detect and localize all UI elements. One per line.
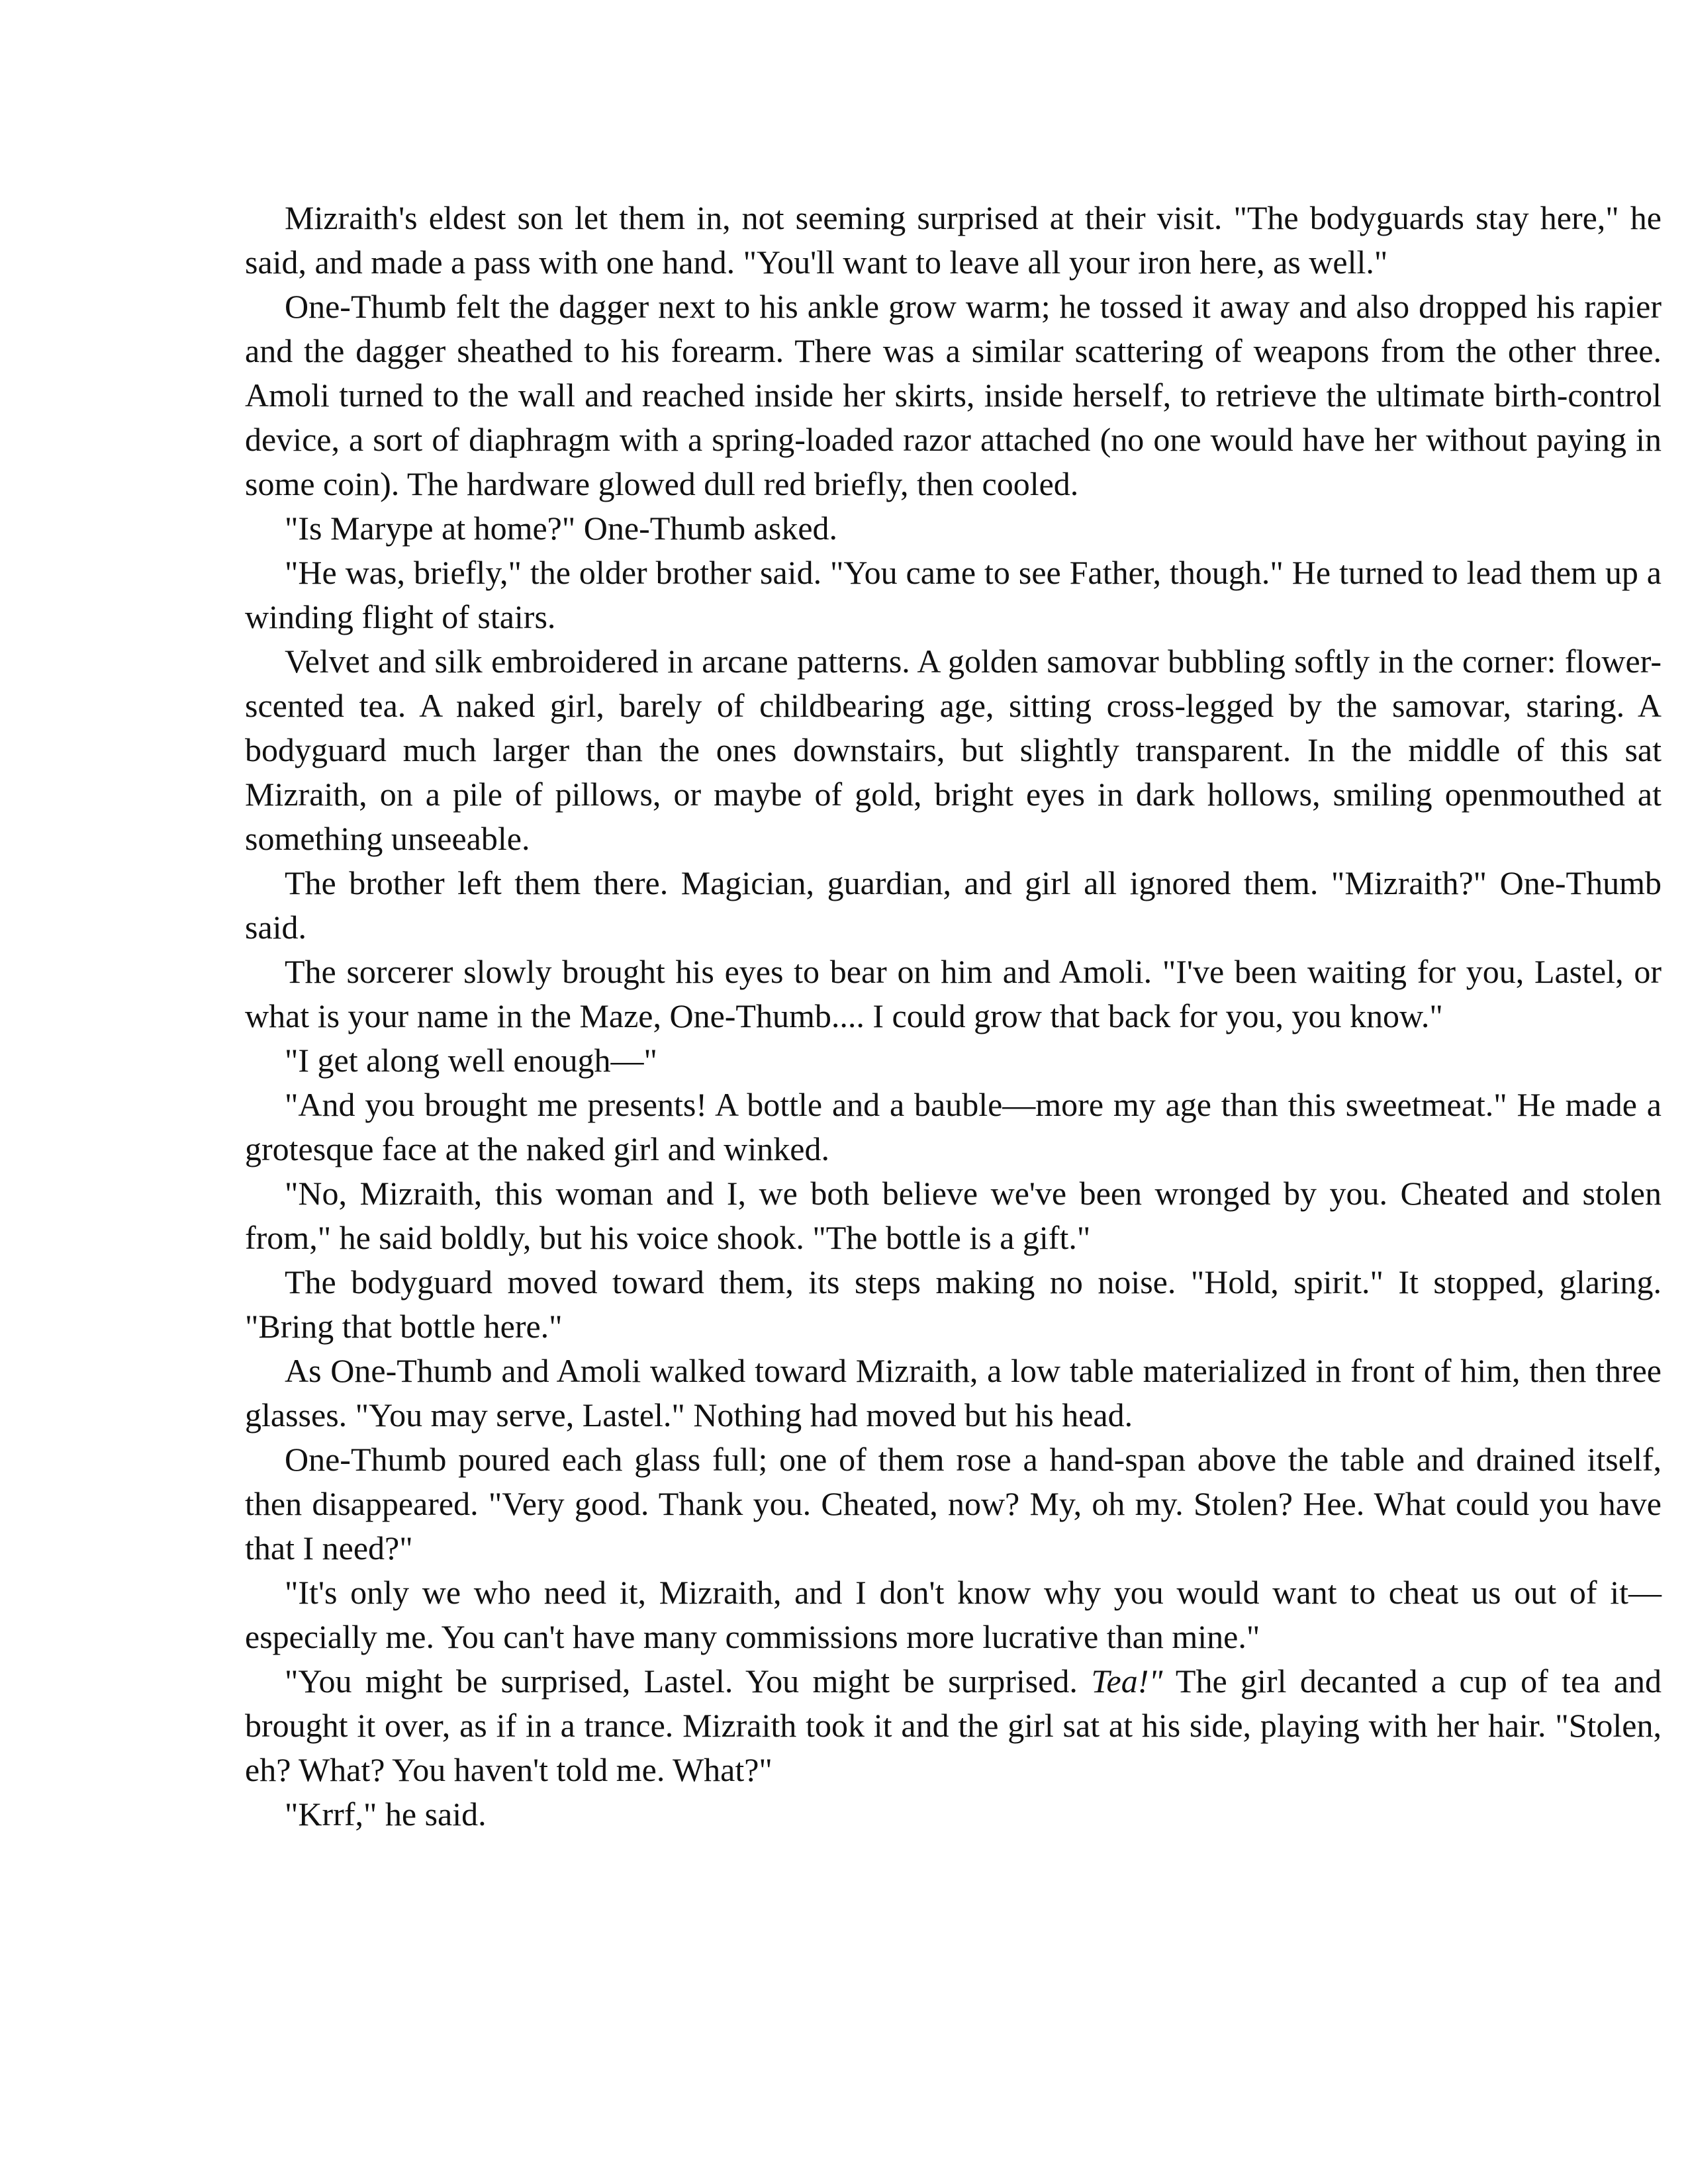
page-body (245, 196, 1662, 1837)
paragraph-text: "Krrf," he said. (285, 1796, 487, 1833)
paragraph-text: "Is Marype at home?" One-Thumb asked. (285, 510, 838, 547)
paragraph (245, 1260, 1662, 1349)
paragraph (245, 1171, 1662, 1260)
paragraph-text: "No, Mizraith, this woman and I, we both believe we've been wronged by you. Cheated and stolen from," he said boldly, but his voice shook. "The bottle is a gift." (245, 1175, 1662, 1256)
paragraph-text: "You might be surprised, Lastel. You might be surprised. (285, 1662, 1092, 1700)
paragraph (245, 1083, 1662, 1171)
paragraph (245, 861, 1662, 950)
paragraph (245, 1437, 1662, 1570)
paragraph-text: "It's only we who need it, Mizraith, and I don't know why you would want to cheat us out of it—especially me. You can't have many commissions more lucrative than mine." (245, 1574, 1662, 1655)
paragraph (245, 1570, 1662, 1659)
paragraph (245, 1659, 1662, 1792)
paragraph (245, 639, 1662, 861)
paragraph-text: One-Thumb poured each glass full; one of them rose a hand-span above the table and drained itself, then disappeared. "Very good. Thank you. Cheated, now? My, oh my. Stolen? Hee. What could you have that I need?" (245, 1441, 1662, 1567)
paragraph (245, 506, 1662, 551)
paragraph-text: The girl decanted a cup of tea and brought it over, as if in a trance. Mizraith took it and the girl sat at his side, playing with her hair. "Stolen, eh? What? You haven't told me. What?" (245, 1662, 1662, 1788)
paragraph-text: "He was, briefly," the older brother said. "You came to see Father, though." He turned to lead them up a winding flight of stairs. (245, 554, 1662, 635)
paragraph-text: "I get along well enough—" (285, 1042, 657, 1079)
paragraph-text: The sorcerer slowly brought his eyes to bear on him and Amoli. "I've been waiting for you, Lastel, or what is your name in the Maze, One-Thumb.... I could grow that back for you, you know." (245, 953, 1662, 1034)
paragraph (245, 1349, 1662, 1437)
paragraph-text: The bodyguard moved toward them, its steps making no noise. "Hold, spirit." It stopped, glaring. "Bring that bottle here." (245, 1263, 1662, 1345)
paragraph (245, 1792, 1662, 1837)
paragraph-text: Velvet and silk embroidered in arcane patterns. A golden samovar bubbling softly in the corner: flower-scented tea. A naked girl, barely of childbearing age, sitting cross-legged by the samovar, staring. A bodyguard much larger than the ones downstairs, but slightly transparent. In the middle of this sat Mizraith, on a pile of pillows, or maybe of gold, bright eyes in dark hollows, smiling openmouthed at something unseeable. (245, 643, 1662, 857)
paragraph (245, 950, 1662, 1038)
paragraph-text: One-Thumb felt the dagger next to his ankle grow warm; he tossed it away and also dropped his rapier and the dagger sheathed to his forearm. There was a similar scattering of weapons from the other three. Amoli turned to the wall and reached inside her skirts, inside herself, to retrieve the ultimate birth-control device, a sort of diaphragm with a spring-loaded razor attached (no one would have her without paying in some coin). The hardware glowed dull red briefly, then cooled. (245, 288, 1662, 502)
paragraph-text: As One-Thumb and Amoli walked toward Mizraith, a low table materialized in front of him, then three glasses. "You may serve, Lastel." Nothing had moved but his head. (245, 1352, 1662, 1433)
paragraph-text: The brother left them there. Magician, guardian, and girl all ignored them. "Mizraith?" One-Thumb said. (245, 864, 1662, 946)
paragraph (245, 196, 1662, 285)
paragraph (245, 1038, 1662, 1083)
paragraph (245, 551, 1662, 639)
paragraph (245, 285, 1662, 506)
paragraph-text: Mizraith's eldest son let them in, not seeming surprised at their visit. "The bodyguards stay here," he said, and made a pass with one hand. "You'll want to leave all your iron here, as well." (245, 199, 1662, 281)
paragraph-text-italic: Tea!" (1091, 1662, 1163, 1700)
paragraph-text: "And you brought me presents! A bottle and a bauble—more my age than this sweetmeat." He made a grotesque face at the naked girl and winked. (245, 1086, 1662, 1167)
